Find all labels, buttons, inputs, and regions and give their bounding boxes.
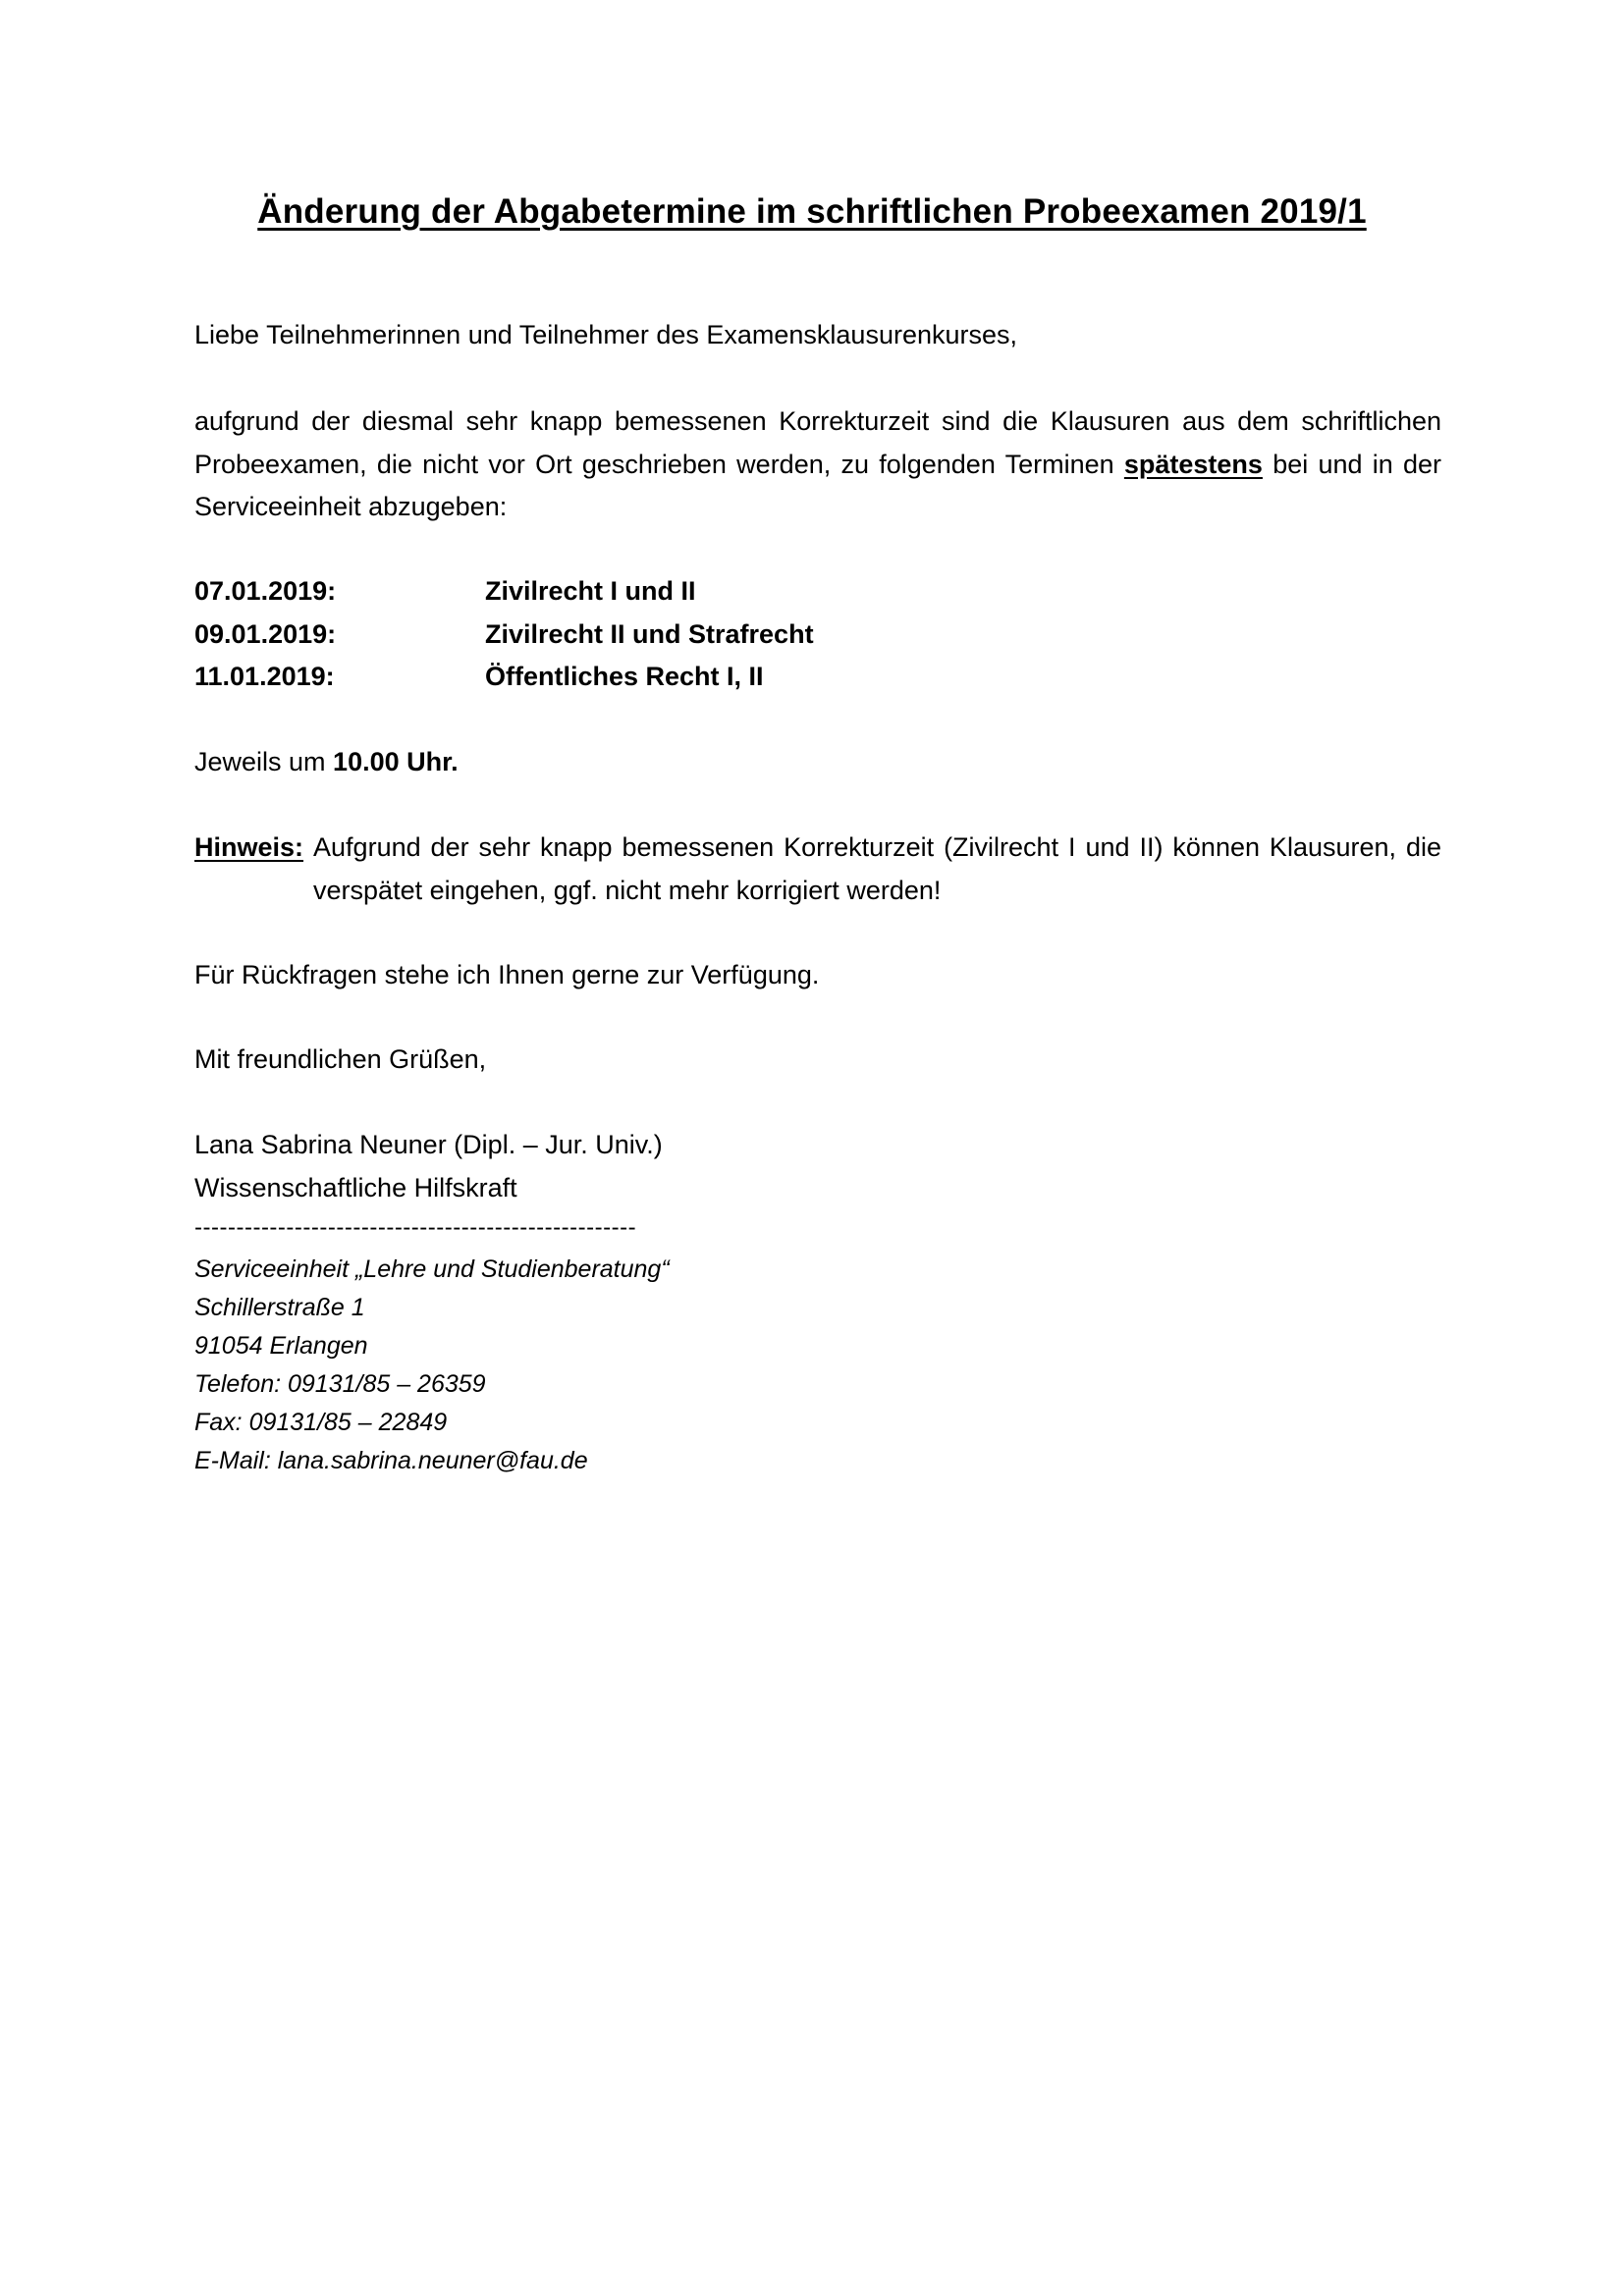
intro-emphasis: spätestens	[1123, 449, 1263, 479]
schedule-subject: Öffentliches Recht I, II	[485, 662, 764, 691]
hint-label: Hinweis:	[194, 832, 304, 862]
intro-paragraph	[194, 400, 1441, 529]
schedule-row	[194, 614, 1078, 657]
time-note-time: 10.00 Uhr.	[333, 747, 459, 776]
hint-text: Aufgrund der sehr knapp bemessenen Korrekturzeit (Zivilrecht I und II) können Klausuren, die verspätet eingehen, ggf. nicht mehr korrigiert werden!	[313, 832, 1441, 905]
contact-fax: Fax: 09131/85 – 22849	[194, 1409, 448, 1436]
greeting: Liebe Teilnehmerinnen und Teilnehmer des Examensklausurenkurses,	[194, 320, 1018, 349]
contact-city: 91054 Erlangen	[194, 1332, 368, 1360]
contact-email: E-Mail: lana.sabrina.neuner@fau.de	[194, 1447, 588, 1474]
time-note-prefix: Jeweils um	[194, 747, 334, 776]
schedule-row	[194, 570, 1078, 614]
schedule-subject: Zivilrecht II und Strafrecht	[485, 619, 814, 649]
signature-role: Wissenschaftliche Hilfskraft	[194, 1173, 517, 1202]
schedule-date: 07.01.2019:	[194, 576, 337, 606]
divider-line: -----------------------------------------------------	[194, 1214, 637, 1241]
schedule-date: 11.01.2019:	[194, 662, 335, 691]
closing-line: Mit freundlichen Grüßen,	[194, 1044, 487, 1074]
schedule-row	[194, 656, 1078, 699]
time-note	[194, 741, 1441, 784]
intro-part-2: bei und in der Serviceeinheit abzugeben:	[194, 449, 1442, 521]
contact-unit: Serviceeinheit „Lehre und Studienberatung“	[194, 1255, 670, 1283]
schedule-date: 09.01.2019:	[194, 619, 337, 649]
questions-line: Für Rückfragen stehe ich Ihnen gerne zur Verfügung.	[194, 960, 820, 989]
document-title: Änderung der Abgabetermine im schriftlichen Probeexamen 2019/1	[257, 192, 1367, 231]
hint-block	[194, 827, 1441, 912]
contact-street: Schillerstraße 1	[194, 1294, 365, 1321]
signature-name: Lana Sabrina Neuner (Dipl. – Jur. Univ.)	[194, 1130, 663, 1159]
schedule-subject: Zivilrecht I und II	[485, 576, 696, 606]
intro-part-1: aufgrund der diesmal sehr knapp bemessenen Korrekturzeit sind die Klausuren aus dem schriftlichen Probeexamen, die nicht vor Ort geschrieben werden, zu folgenden Terminen	[194, 406, 1441, 479]
contact-phone: Telefon: 09131/85 – 26359	[194, 1370, 486, 1398]
